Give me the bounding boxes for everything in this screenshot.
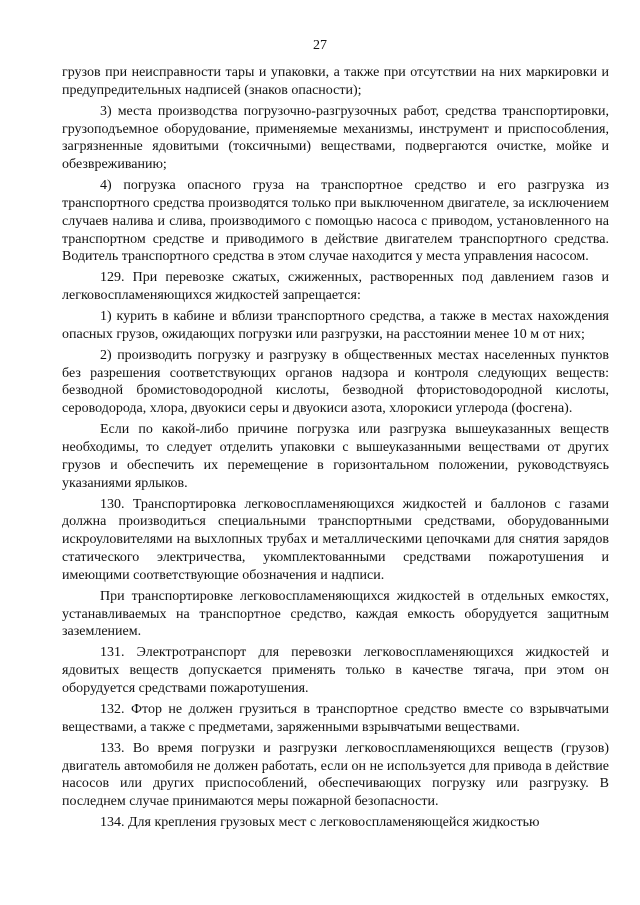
paragraph-130: 130. Транспортировка легковоспламеняющихся жидкостей и баллонов с газами должна производиться специальными транспортными средствами, оборудованными искроуловителями на выхлопных трубах и металлическими цепочками для снятия зарядов статического электричества, укомплектованными средствами пожаротушения и имеющими соответствующие обозначения и надписи.: [62, 496, 609, 583]
paragraph-item-4: 4) погрузка опасного груза на транспортное средство и его разгрузка из транспортного средства производятся только при выключенном двигателе, за исключением случаев налива и слива, производимого с помощью насоса с приводом, установленного на транспортном средстве и приводимого в действие двигателем транспортного средства. Водитель транспортного средства в этом случае находится у места управления насосом.: [62, 178, 609, 265]
paragraph-129-item-2: 2) производить погрузку и разгрузку в общественных местах населенных пунктов без разрешения соответствующих органов надзора и контроля следующих веществ: безводной бромистоводородной кислоты, безводной фтористоводородной кислоты, сероводорода, хлора, двуокиси серы и двуокиси азота, хлорокиси углерода (фосгена).: [62, 347, 609, 417]
paragraph-134: 134. Для крепления грузовых мест с легковоспламеняющейся жидкостью: [100, 815, 540, 831]
paragraph-130-note: При транспортировке легковоспламеняющихся жидкостей в отдельных емкостях, устанавливаемых на транспортное средство, каждая емкость оборудуется защитным заземлением.: [62, 588, 609, 640]
paragraph-continuation: грузов при неисправности тары и упаковки, а также при отсутствии на них маркировки и предупредительных надписей (знаков опасности);: [62, 65, 609, 98]
paragraph-129: 129. При перевозке сжатых, сжиженных, растворенных под давлением газов и легковоспламеняющихся жидкостей запрещается:: [62, 270, 609, 304]
paragraph-129-note: Если по какой-либо причине погрузка или разгрузка вышеуказанных веществ необходимы, то следует отделить упаковки с вышеуказанными веществами от других грузов и обеспечить их перемещение в горизонтальном положении, руководствуясь указаниями ярлыков.: [62, 422, 609, 491]
paragraph-131: 131. Электротранспорт для перевозки легковоспламеняющихся жидкостей и ядовитых веществ допускается применять только в качестве тягача, при этом он оборудуется средствами пожаротушения.: [62, 645, 609, 696]
document-body: [62, 64, 609, 835]
paragraph-133: 133. Во время погрузки и разгрузки легковоспламеняющихся веществ (грузов) двигатель автомобиля не должен работать, если он не используется для привода в действие насосов или других приспособлений, обеспечивающих погрузку или разгрузку. В последнем случае принимаются меры пожарной безопасности.: [62, 740, 609, 810]
page-number: 27: [313, 38, 327, 53]
paragraph-item-3: 3) места производства погрузочно-разгрузочных работ, средства транспортировки, грузоподъемное оборудование, применяемые механизмы, инструмент и приспособления, загрязненные ядовитыми (токсичными) веществами, подвергаются очистке, мойке и обезвреживанию;: [62, 103, 609, 173]
paragraph-129-item-1: 1) курить в кабине и вблизи транспортного средства, а также в местах нахождения опасных грузов, ожидающих погрузки или разгрузки, на расстоянии менее 10 м от них;: [62, 309, 609, 342]
paragraph-132: 132. Фтор не должен грузиться в транспортное средство вместе со взрывчатыми веществами, а также с предметами, заряженными взрывчатыми веществами.: [62, 701, 609, 735]
